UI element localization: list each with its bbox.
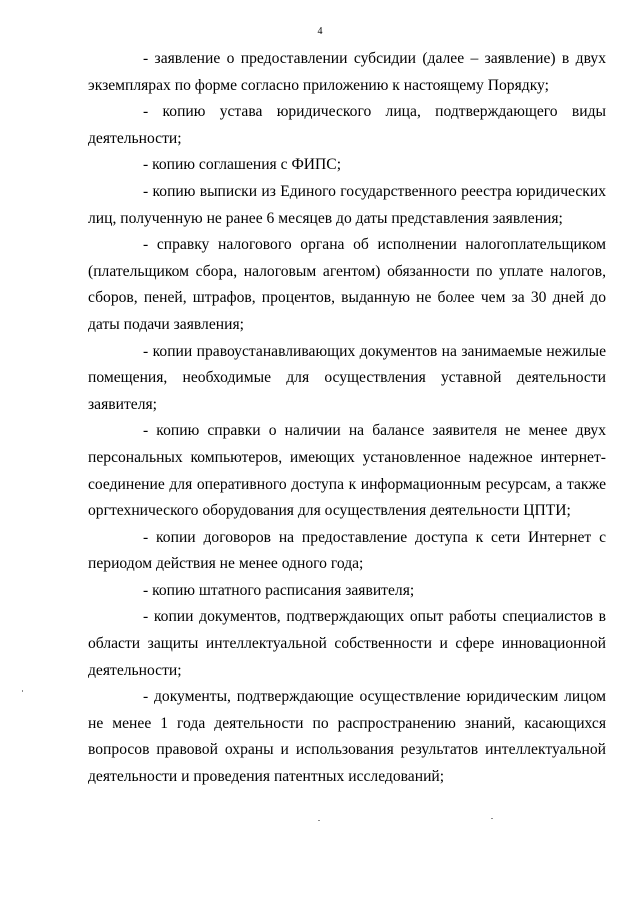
scan-speck	[491, 818, 493, 819]
paragraph-computers-certificate: - копию справки о наличии на балансе заявителя не менее двух персональных компьютеров, имеющих установленное надежное интернет-соединение для оперативного доступа к информационным ресурсам, а также оргтехнического оборудования для осуществления деятельности ЦПТИ;	[88, 422, 606, 520]
paragraph-activity-documents: - документы, подтверждающие осуществление юридическим лицом не менее 1 года деятельности по распространению знаний, касающихся вопросов правовой охраны и использования результатов интеллектуальной деятельности и проведения патентных исследований;	[88, 688, 606, 786]
paragraph-staff-schedule: - копию штатного расписания заявителя;	[143, 581, 415, 599]
paragraph-tax-certificate: - справку налогового органа об исполнении налогоплательщиком (плательщиком сбора, налоговым агентом) обязанности по уплате налогов, сборов, пеней, штрафов, процентов, выданную не более чем за 30 дней до даты подачи заявления;	[88, 236, 606, 333]
scan-speck	[22, 690, 23, 692]
paragraph-premises-documents: - копии правоустанавливающих документов на занимаемые нежилые помещения, необходимые для осуществления уставной деятельности заявителя;	[88, 342, 606, 413]
document-body	[88, 46, 606, 791]
paragraph-specialists-experience: - копии документов, подтверждающих опыт работы специалистов в области защиты интеллектуальной собственности и сфере инновационной деятельности;	[88, 608, 606, 679]
paragraph-fips-agreement: - копию соглашения с ФИПС;	[143, 156, 342, 174]
paragraph-application: - заявление о предоставлении субсидии (далее – заявление) в двух экземплярах по форме согласно приложению к настоящему Порядку;	[88, 50, 606, 94]
paragraph-charter-copy: - копию устава юридического лица, подтверждающего виды деятельности;	[88, 103, 606, 147]
page-number: 4	[317, 26, 323, 37]
paragraph-registry-extract: - копию выписки из Единого государственного реестра юридических лиц, полученную не ранее 6 месяцев до даты представления заявления;	[88, 182, 606, 227]
paragraph-internet-contracts: - копии договоров на предоставление доступа к сети Интернет с периодом действия не менее одного года;	[88, 528, 606, 573]
scan-speck	[318, 820, 320, 821]
